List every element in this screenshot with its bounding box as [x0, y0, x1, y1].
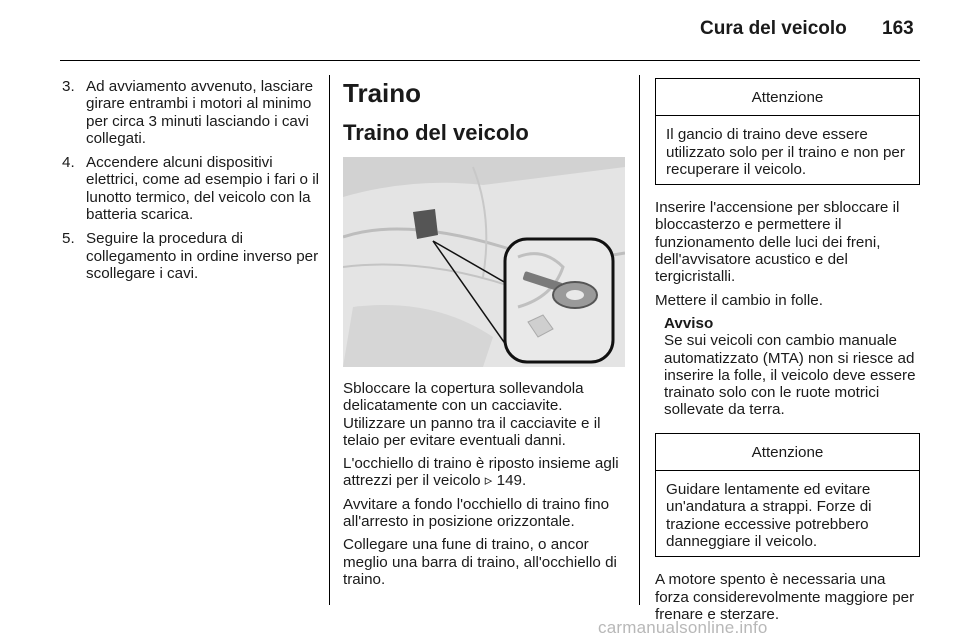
header-divider [60, 60, 920, 61]
paragraph: Sbloccare la copertura sollevandola delicatamente con un cacciavite. Utilizzare un panno tra il cacciavite e il telaio per evitare eventuali danni. [343, 380, 601, 449]
paragraph: Inserire l'accensione per sbloccare il bloccasterzo e permettere il funzionamento delle luci dei freni, dell'avvisatore acustico e del tergicristalli. [655, 199, 900, 286]
note-block [655, 315, 920, 419]
step-number: 4. [62, 154, 75, 172]
step-number: 3. [62, 78, 75, 95]
list-item [62, 230, 327, 282]
paragraph: Mettere il cambio in folle. [655, 291, 823, 309]
caution-text: Guidare lentamente ed evitare un'andatura a strappi. Forze di trazione eccessive potrebbero danneggiare il veicolo. [666, 481, 872, 550]
list-item [62, 78, 327, 147]
paragraph: L'occhiello di traino è riposto insieme agli attrezzi per il veicolo ▹ 149. [343, 455, 619, 490]
column-1 [62, 78, 327, 289]
section-heading: Traino [343, 78, 422, 108]
jump-start-steps [62, 78, 327, 282]
paragraph: Collegare una fune di traino, o ancor meglio una barra di traino, all'occhiello di traino. [343, 536, 617, 588]
column-divider-2 [639, 75, 640, 605]
column-3 [655, 78, 920, 629]
caution-title: Attenzione [656, 434, 919, 471]
watermark: carmanualsonline.info [598, 618, 768, 637]
step-text: Ad avviamento avvenuto, lasciare girare entrambi i motori al minimo per circa 3 minuti lasciando i cavi collegati. [86, 78, 314, 147]
page-number: 163 [882, 18, 914, 39]
list-item [62, 154, 327, 223]
section-subheading: Traino del veicolo [343, 120, 529, 145]
step-text: Seguire la procedura di collegamento in ordine inverso per scollegare i cavi. [86, 230, 319, 282]
caution-box [655, 78, 920, 185]
caution-title: Attenzione [656, 79, 919, 116]
paragraph: A motore spento è necessaria una forza considerevolmente maggiore per frenare e sterzare. [655, 571, 915, 623]
caution-box [655, 433, 920, 557]
column-divider-1 [329, 75, 330, 605]
step-number: 5. [62, 230, 75, 248]
column-2 [343, 78, 628, 594]
paragraph: Avvitare a fondo l'occhiello di traino fino all'arresto in posizione orizzontale. [343, 495, 610, 531]
caution-text: Il gancio di traino deve essere utilizzato solo per il traino e non per recuperare il veicolo. [666, 126, 905, 178]
tow-eye-illustration [343, 157, 625, 367]
note-text: Se sui veicoli con cambio manuale automatizzato (MTA) non si riesce ad inserire la folle, il veicolo deve essere trainato solo con le ruote motrici sollevate da terra. [664, 332, 916, 419]
note-title: Avviso [664, 314, 714, 332]
header-title: Cura del veicolo [700, 18, 847, 39]
step-text: Accendere alcuni dispositivi elettrici, come ad esempio i fari o il lunotto termico, del veicolo con la batteria scarica. [86, 154, 319, 224]
